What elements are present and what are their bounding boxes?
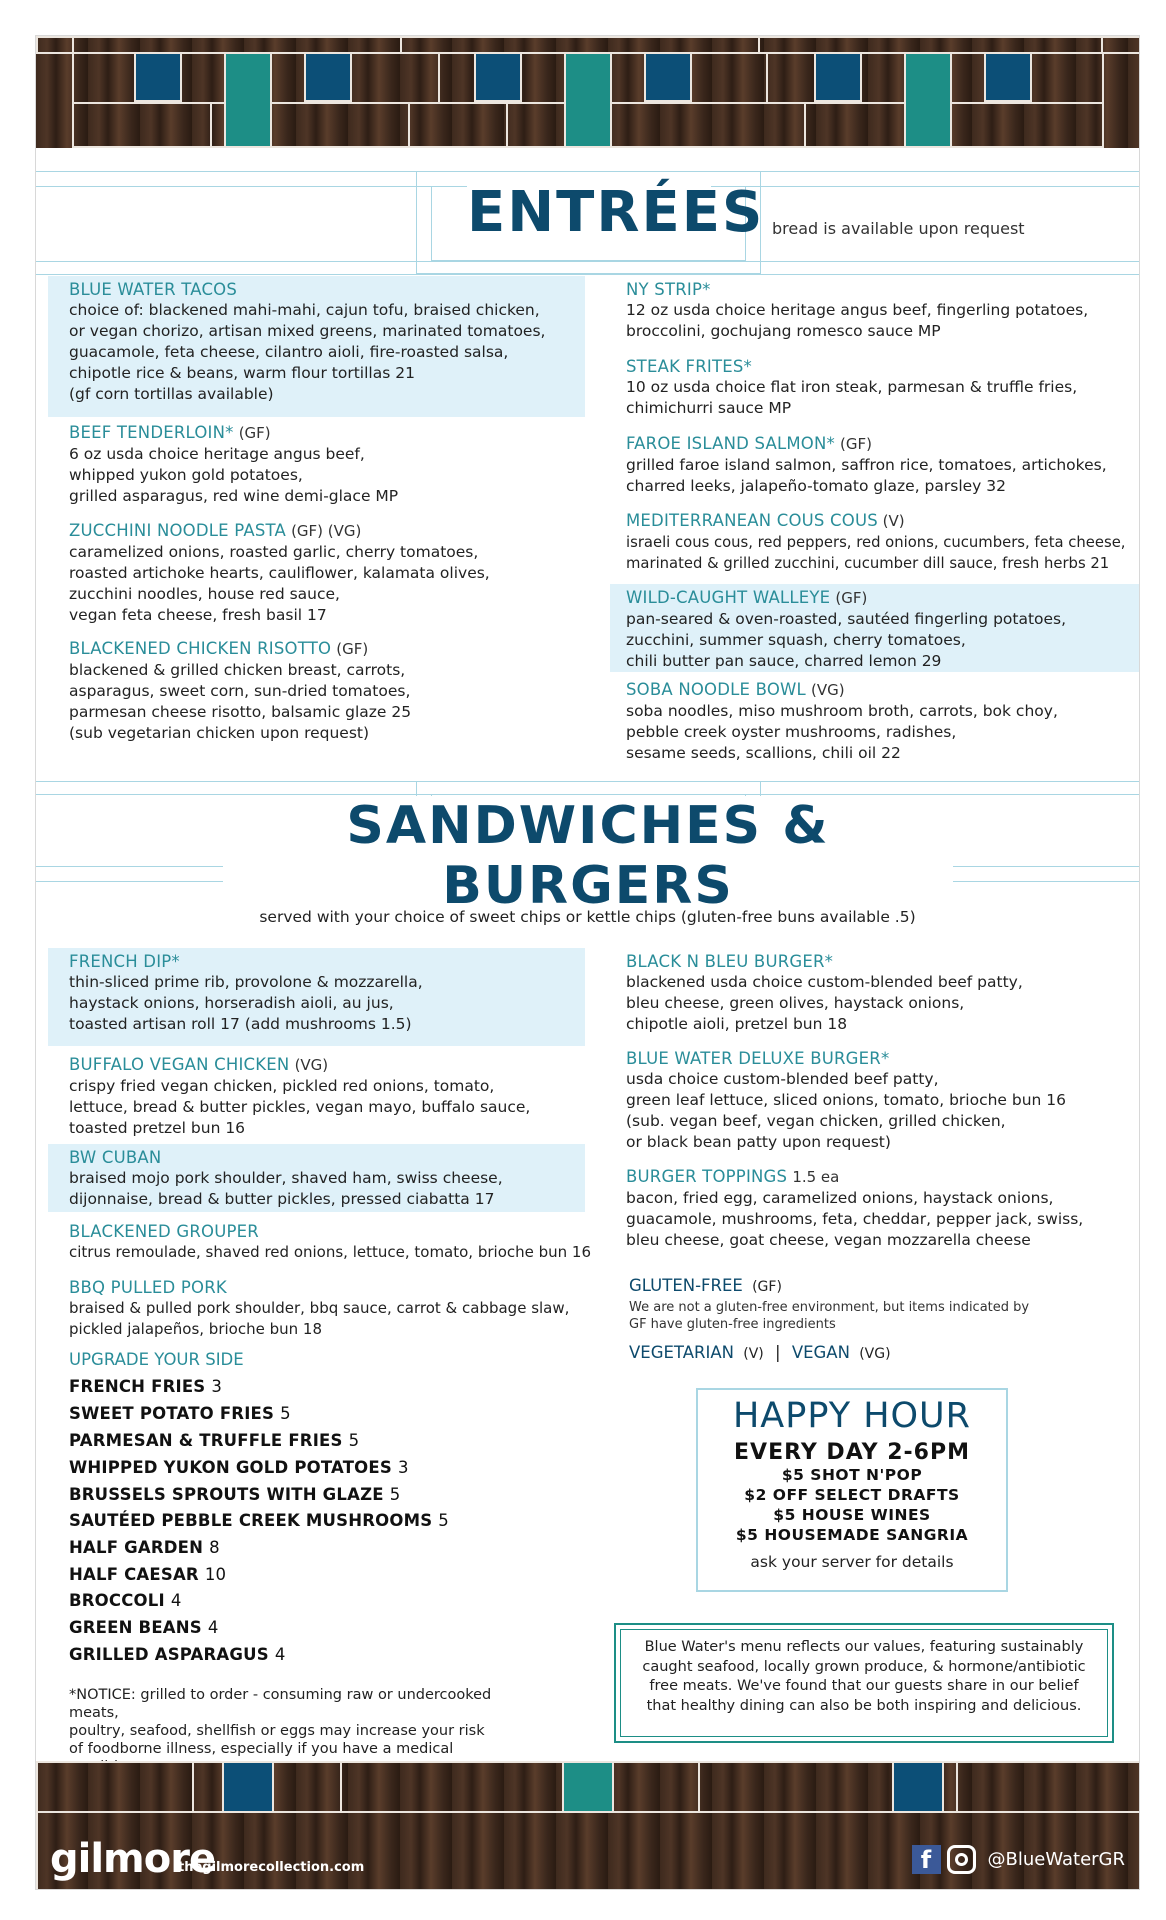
happy-hour-special: $5 HOUSEMADE SANGRIA — [735, 1526, 969, 1544]
vegan-tag: (VG) — [859, 1346, 891, 1362]
side-name: HALF CAESAR — [69, 1565, 199, 1584]
item-description: citrus remoulade, shaved red onions, lettuce, tomato, brioche bun 16 — [69, 1243, 592, 1261]
facebook-icon[interactable]: f — [912, 1845, 941, 1874]
banner-plank — [506, 102, 806, 148]
item-tag: (GF) — [238, 424, 271, 442]
side-name: BROCCOLI — [69, 1591, 165, 1610]
item-description: grilled faroe island salmon, saffron rice, tomatoes, artichokes, charred leeks, jalapeño-tomato glaze, parsley 32 — [626, 456, 1107, 495]
sides-title: UPGRADE YOUR SIDE — [69, 1350, 244, 1369]
side-item — [69, 1591, 182, 1610]
banner-plank — [1101, 36, 1139, 54]
side-price: 8 — [209, 1538, 220, 1557]
side-price: 10 — [204, 1565, 227, 1584]
legend-separator: | — [775, 1343, 781, 1362]
side-item — [69, 1538, 220, 1557]
side-name: GREEN BEANS — [69, 1618, 202, 1637]
side-name: GRILLED ASPARAGUS — [69, 1645, 269, 1664]
banner-tile — [474, 52, 522, 102]
side-price: 4 — [207, 1618, 219, 1637]
side-name: SWEET POTATO FRIES — [69, 1404, 275, 1423]
item-name: BLACK N BLEU BURGER* — [626, 952, 834, 971]
banner-tile — [222, 1761, 274, 1813]
item-name: NY STRIP* — [626, 280, 711, 299]
veg-tag: (V) — [743, 1346, 764, 1362]
side-name: WHIPPED YUKON GOLD POTATOES — [69, 1458, 392, 1477]
item-tag: (VG) — [811, 681, 845, 699]
menu-item — [626, 1166, 1136, 1251]
item-name: BURGER TOPPINGS — [626, 1167, 788, 1186]
item-name: FRENCH DIP* — [69, 952, 180, 971]
gluten-free-note: We are not a gluten-free environment, but items indicated by GF have gluten-free ingredients — [629, 1300, 1030, 1332]
item-description: caramelized onions, roasted garlic, cherry tomatoes, roasted artichoke hearts, cauliflower, kalamata olives, zucchini noodles, house red sauce, vegan feta cheese, fresh basil 17 — [69, 543, 490, 624]
item-tag: (VG) — [294, 1056, 329, 1074]
side-item — [69, 1485, 400, 1504]
menu-item — [69, 1277, 609, 1340]
item-description: bacon, fried egg, caramelized onions, haystack onions, guacamole, mushrooms, feta, cheddar, pepper jack, swiss, bleu cheese, goat cheese, vegan mozzarella cheese — [626, 1189, 1084, 1249]
item-name: WILD-CAUGHT WALLEYE — [626, 588, 831, 607]
side-item — [69, 1377, 222, 1396]
menu-item — [626, 510, 1140, 574]
menu-item — [69, 638, 589, 744]
sandwiches-title: SANDWICHES & BURGERS — [223, 796, 953, 916]
banner-tile — [134, 52, 182, 102]
happy-hour-box — [696, 1388, 1008, 1592]
banner-plank — [340, 1761, 700, 1813]
menu-item — [626, 1048, 1136, 1153]
gf-tag: (GF) — [752, 1279, 782, 1295]
menu-item — [626, 679, 1136, 764]
item-tag: (GF) — [336, 640, 369, 658]
banner-plank — [956, 1761, 1139, 1813]
menu-item — [626, 951, 1136, 1035]
values-statement: Blue Water's menu reflects our values, featuring sustainably caught seafood, locally grown produce, & hormone/antibiotic free meats. We've found that our guests share in our belief that healthy dining can also be both inspiring and delicious. — [620, 1629, 1108, 1737]
banner-tile — [892, 1761, 944, 1813]
item-tag: (GF) — [840, 435, 873, 453]
website-link[interactable]: thegilmorecollection.com — [178, 1860, 365, 1875]
item-description: choice of: blackened mahi-mahi, cajun tofu, braised chicken, or vegan chorizo, artisan mixed greens, marinated tomatoes, guacamole, feta cheese, cilantro aioli, fire-roasted salsa, chipotle rice & beans, warm flour tortillas 21 (gf corn tortillas available) — [69, 301, 546, 403]
menu-item — [48, 276, 585, 417]
side-price: 5 — [348, 1431, 360, 1450]
social-handle: @BlueWaterGR — [987, 1849, 1125, 1870]
item-name: SOBA NOODLE BOWL — [626, 680, 806, 699]
food-safety-notice: *NOTICE: grilled to order - consuming raw or undercooked meats, poultry, seafood, shellfish or eggs may increase your risk of foodborne illness, especially if you have a medical — [69, 1687, 492, 1757]
side-item — [69, 1618, 219, 1637]
item-description: israeli cous cous, red peppers, red onions, cucumbers, feta cheese, marinated & grilled zucchini, cucumber dill sauce, fresh herbs 21 — [626, 534, 1126, 572]
item-description: soba noodles, miso mushroom broth, carrots, bok choy, pebble creek oyster mushrooms, radishes, sesame seeds, scallions, chili oil 22 — [626, 702, 1058, 762]
side-item — [69, 1511, 449, 1530]
item-description: blackened & grilled chicken breast, carrots, asparagus, sweet corn, sun-dried tomatoes, parmesan cheese risotto, balsamic glaze 25 (sub vegetarian chicken upon request) — [69, 661, 412, 742]
item-description: crispy fried vegan chicken, pickled red onions, tomato, lettuce, bread & butter pickles, vegan mayo, buffalo sauce, toasted pretzel bun 16 — [69, 1077, 531, 1137]
side-price: 5 — [438, 1511, 449, 1530]
menu-item — [626, 279, 1136, 342]
item-name: BLUE WATER TACOS — [69, 280, 238, 299]
menu-item — [610, 584, 1140, 672]
banner-plank — [408, 102, 508, 148]
menu-item — [626, 356, 1136, 419]
side-item — [69, 1645, 286, 1664]
happy-hour-title: HAPPY HOUR — [732, 1396, 971, 1436]
side-price: 3 — [397, 1458, 409, 1477]
item-name: STEAK FRITES* — [626, 357, 752, 376]
happy-hour-ask: ask your server for details — [750, 1553, 954, 1571]
menu-item — [48, 1144, 585, 1212]
item-tag: (V) — [882, 512, 905, 530]
gluten-free-legend — [629, 1276, 782, 1295]
item-name: BLUE WATER DELUXE BURGER* — [626, 1049, 890, 1068]
instagram-icon[interactable] — [947, 1845, 976, 1874]
side-name: SAUTÉED PEBBLE CREEK MUSHROOMS — [69, 1511, 433, 1530]
side-price: 4 — [170, 1591, 182, 1610]
menu-item — [626, 433, 1140, 497]
side-price: 4 — [274, 1645, 286, 1664]
side-name: FRENCH FRIES — [69, 1377, 206, 1396]
menu-item — [48, 948, 585, 1046]
item-description: blackened usda choice custom-blended beef patty, bleu cheese, green olives, haystack onions, chipotle aioli, pretzel bun 18 — [626, 973, 1023, 1033]
menu-item — [69, 1221, 609, 1263]
banner-tile — [904, 52, 952, 148]
menu-item — [69, 520, 589, 626]
happy-hour-special: $5 SHOT N'POP — [781, 1466, 923, 1484]
menu-item — [69, 422, 589, 507]
social-links — [912, 1845, 1126, 1874]
veg-title: VEGETARIAN — [629, 1343, 734, 1362]
side-item — [69, 1431, 359, 1450]
banner-plank — [36, 1761, 194, 1813]
banner-plank — [340, 52, 440, 104]
menu-item — [69, 1054, 589, 1139]
happy-hour-days: EVERY DAY 2-6PM — [734, 1440, 970, 1465]
item-name: BEEF TENDERLOIN* — [69, 423, 234, 442]
banner-plank — [804, 102, 1104, 148]
item-description: thin-sliced prime rib, provolone & mozzarella, haystack onions, horseradish aioli, au jus, toasted artisan roll 17 (add mushrooms 1.5) — [69, 973, 423, 1033]
happy-hour-special: $2 OFF SELECT DRAFTS — [744, 1486, 960, 1504]
side-name: PARMESAN & TRUFFLE FRIES — [69, 1431, 343, 1450]
item-name: BUFFALO VEGAN CHICKEN — [69, 1055, 290, 1074]
banner-plank — [36, 36, 74, 54]
values-statement-box — [614, 1623, 1114, 1743]
side-name: BRUSSELS SPROUTS WITH GLAZE — [69, 1485, 384, 1504]
side-price: 5 — [389, 1485, 401, 1504]
item-description: 6 oz usda choice heritage angus beef, whipped yukon gold potatoes, grilled asparagus, red wine demi-glace MP — [69, 445, 399, 505]
banner-plank — [72, 102, 212, 148]
item-tag: (GF) — [835, 589, 868, 607]
item-description: usda choice custom-blended beef patty, green leaf lettuce, sliced onions, tomato, brioche bun 16 (sub. vegan beef, vegan chicken, grilled chicken, or black bean patty upon request) — [626, 1070, 1067, 1151]
side-item — [69, 1565, 226, 1584]
item-description: braised mojo pork shoulder, shaved ham, swiss cheese, dijonnaise, bread & butter pickles, pressed ciabatta 17 — [69, 1169, 503, 1208]
item-description: pan-seared & oven-roasted, sautéed fingerling potatoes, zucchini, summer squash, cherry tomatoes, chili butter pan sauce, charred lemon 29 — [626, 610, 1067, 670]
item-name: BW CUBAN — [69, 1148, 162, 1167]
item-description: 12 oz usda choice heritage angus beef, fingerling potatoes, broccolini, gochujang romesco sauce MP — [626, 301, 1089, 340]
item-description: braised & pulled pork shoulder, bbq sauce, carrot & cabbage slaw, pickled jalapeños, brioche bun 18 — [69, 1299, 570, 1338]
diet-legend — [629, 1343, 891, 1362]
banner-tile — [224, 52, 272, 148]
side-name: HALF GARDEN — [69, 1538, 204, 1557]
banner-tile — [644, 52, 692, 102]
menu-page — [35, 35, 1140, 1890]
side-item — [69, 1404, 291, 1423]
gf-title: GLUTEN-FREE — [629, 1276, 743, 1295]
top-wood-banner — [36, 36, 1139, 148]
entrees-title: ENTRÉES — [467, 180, 765, 245]
item-name: BLACKENED CHICKEN RISOTTO — [69, 639, 332, 658]
banner-tile — [814, 52, 862, 102]
side-item — [69, 1458, 409, 1477]
banner-tile — [984, 52, 1032, 102]
banner-tile — [304, 52, 352, 102]
banner-tile — [564, 52, 612, 148]
item-name: BBQ PULLED PORK — [69, 1278, 227, 1297]
item-tag: (GF) (VG) — [291, 522, 362, 540]
banner-plank — [72, 52, 342, 104]
item-name: MEDITERRANEAN COUS COUS — [626, 511, 878, 530]
side-price: 3 — [211, 1377, 223, 1396]
item-name: FAROE ISLAND SALMON* — [626, 434, 835, 453]
vegan-title: VEGAN — [791, 1343, 850, 1362]
side-price: 5 — [280, 1404, 291, 1423]
item-name: ZUCCHINI NOODLE PASTA — [69, 521, 286, 540]
item-tag: 1.5 ea — [792, 1168, 840, 1186]
happy-hour-special: $5 HOUSE WINES — [773, 1506, 931, 1524]
item-name: BLACKENED GROUPER — [69, 1222, 259, 1241]
banner-tile — [562, 1761, 614, 1813]
served-with-note: served with your choice of sweet chips or kettle chips (gluten-free buns available .5) — [259, 908, 916, 926]
gilmore-logo: gilmore — [50, 1836, 216, 1882]
item-description: 10 oz usda choice flat iron steak, parmesan & truffle fries, chimichurri sauce MP — [626, 378, 1078, 417]
bread-note: bread is available upon request — [766, 219, 1031, 238]
